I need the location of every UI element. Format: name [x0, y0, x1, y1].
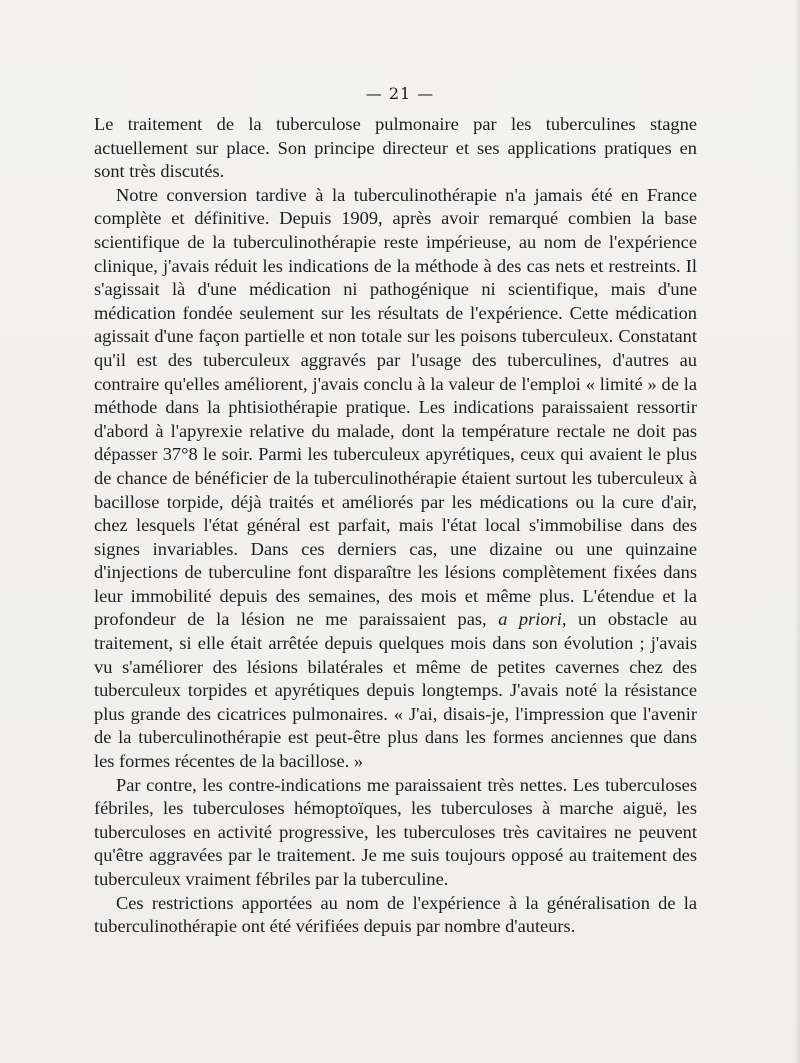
paragraph-2-text-after: , un obstacle au traitement, si elle était arrêtée depuis quelques mois dans son évolution ; j'avais vu s'améliorer des lésions bilatérales et même de petites cavernes chez des tuberculeux torpides et apyrétiques depuis longtemps. J'avais noté la résistance plus grande des cicatrices pulmonaires. « J'ai, disais-je, l'impression que l'avenir de la tuberculinothérapie est peut-être plus dans les formes anciennes que dans les formes récentes de la bacillose. » [94, 609, 697, 772]
document-body [94, 113, 697, 939]
paragraph-3: Par contre, les contre-indications me paraissaient très nettes. Les tuberculoses fébriles, les tuberculoses hémoptoïques, les tuberculoses à marche aiguë, les tuberculoses en activité progressive, les tuberculoses très cavitaires ne peuvent qu'être aggravées par le traitement. Je me suis toujours opposé au traitement des tuberculeux vraiment fébriles par la tuberculine. [94, 774, 697, 889]
paragraph-2-text-before: Notre conversion tardive à la tuberculinothérapie n'a jamais été en France complète et définitive. Depuis 1909, après avoir remarqué combien la base scientifique de la tuberculinothérapie reste impérieuse, au nom de l'expérience clinique, j'avais réduit les indications de la méthode à des cas nets et restreints. Il s'agissait là d'une médication ni pathogénique ni scientifique, mais d'une médication fondée seulement sur les résultats de l'expérience. Cette médication agissait d'une façon partielle et non totale sur les poisons tuberculeux. Constatant qu'il est des tuberculeux aggravés par l'usage des tuberculines, d'autres au contraire qu'elles améliorent, j'avais conclu à la valeur de l'emploi « limité » de la méthode dans la phtisiothérapie pratique. Les indications paraissaient ressortir d'abord à l'apyrexie relative du malade, dont la température rectale ne doit pas dépasser 37°8 le soir. Parmi les tuberculeux apyrétiques, ceux qui avaient le plus de chance de bénéficier de la tuberculinothérapie étaient surtout les tuberculeux à bacillose torpide, déjà traités et améliorés par les médications ou la cure d'air, chez lesquels l'état général est parfait, mais l'état local s'immobilise dans des signes invariables. Dans ces derniers cas, une dizaine ou une quinzaine d'injections de tuberculine font disparaître les lésions complètement fixées dans leur immobilité depuis des semaines, des mois et même plus. L'étendue et la profondeur de la lésion ne me paraissaient pas, [94, 184, 697, 630]
italic-a-priori: a priori [498, 609, 562, 630]
paragraph-2 [94, 184, 697, 774]
page-edge-shadow [794, 0, 800, 1063]
paragraph-4: Ces restrictions apportées au nom de l'expérience à la généralisation de la tuberculinothérapie ont été vérifiées depuis par nombre d'auteurs. [94, 892, 697, 937]
paragraph-1: Le traitement de la tuberculose pulmonaire par les tuberculines stagne actuellement sur place. Son principe directeur et ses applications pratiques en sont très discutés. [94, 114, 697, 182]
page-number: — 21 — [365, 84, 435, 103]
